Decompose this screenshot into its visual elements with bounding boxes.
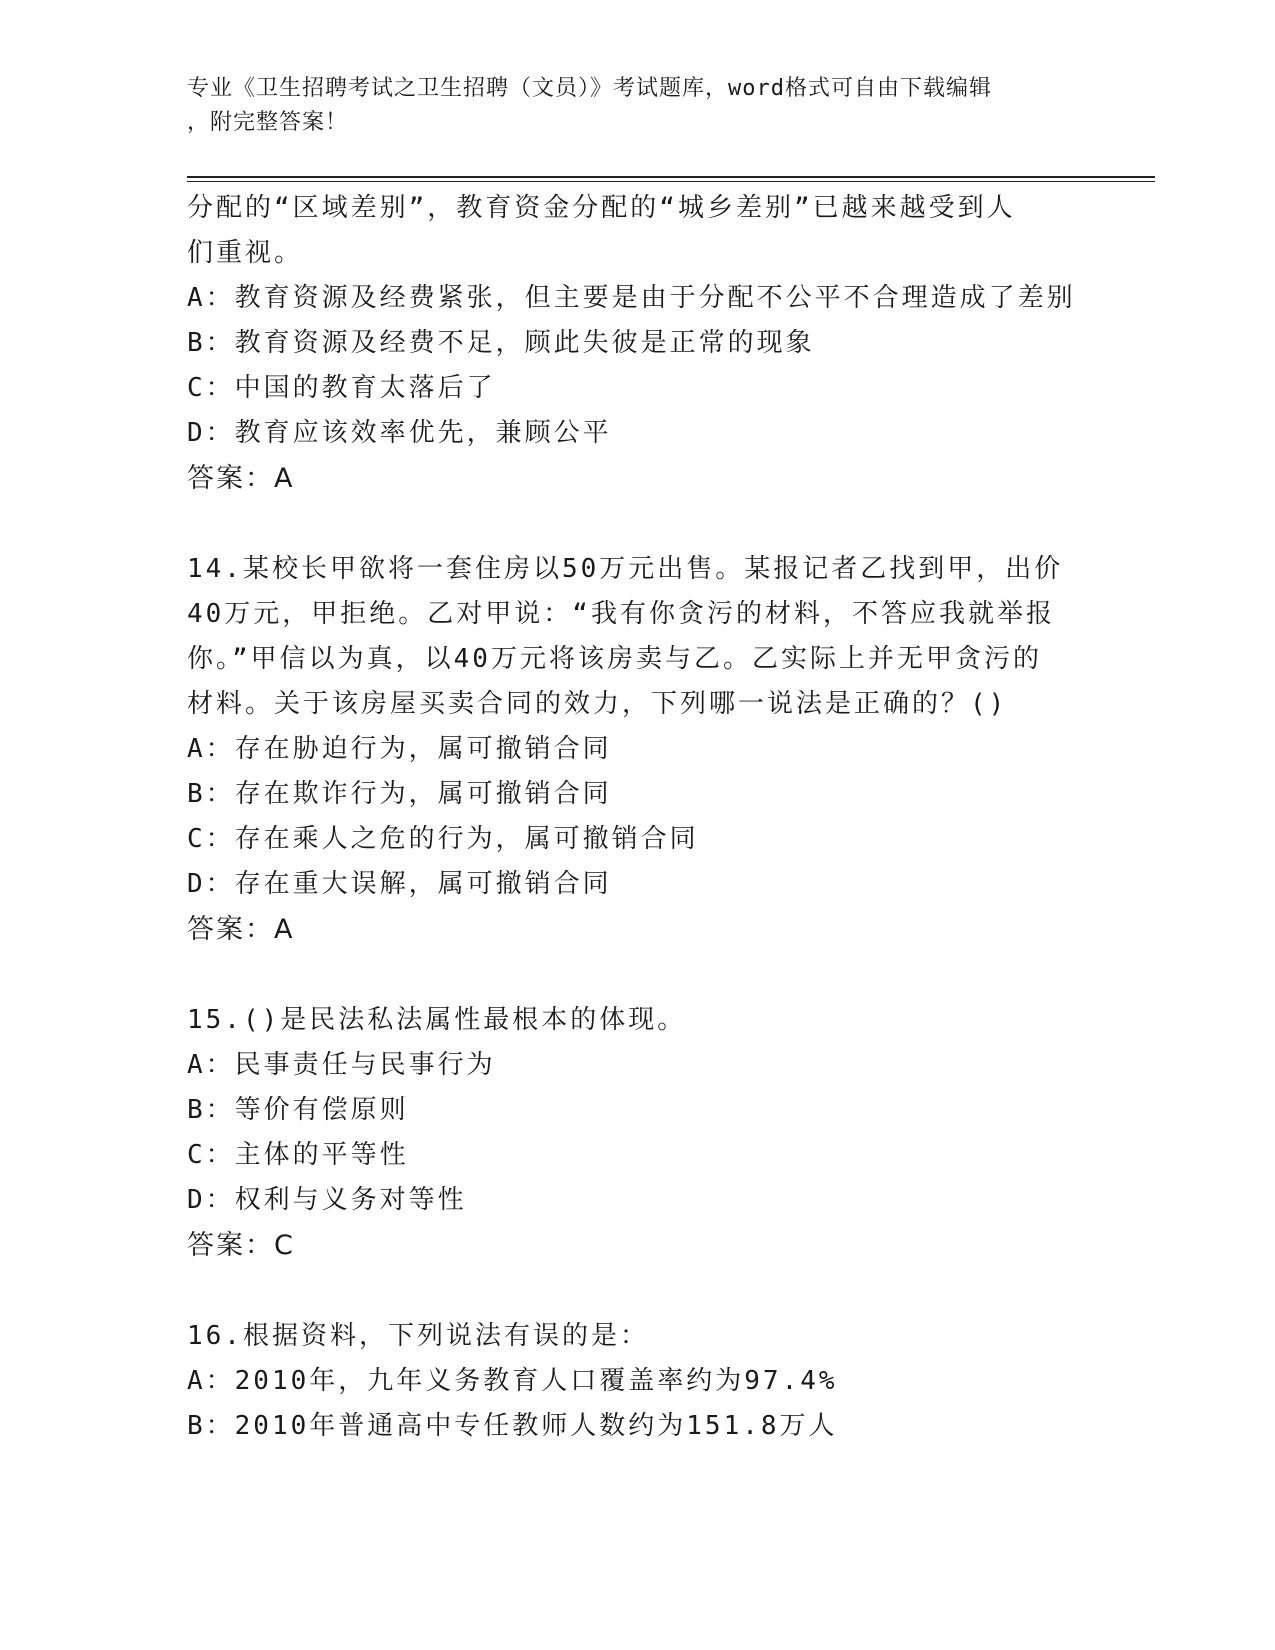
question-13 bbox=[187, 186, 1087, 501]
question-stem-line: 材料。关于该房屋买卖合同的效力，下列哪一说法是正确的？() bbox=[187, 689, 1008, 719]
question-stem-line: 们重视。 bbox=[187, 238, 304, 268]
question-stem-line: 你。”甲信以为真，以40万元将该房卖与乙。乙实际上并无甲贪污的 bbox=[187, 644, 1042, 674]
option-c: C：存在乘人之危的行为，属可撤销合同 bbox=[187, 824, 699, 854]
answer: 答案：C bbox=[187, 1230, 295, 1261]
question-stem-line: 15.()是民法私法属性最根本的体现。 bbox=[187, 1005, 687, 1035]
question-stem-line: 14.某校长甲欲将一套住房以50万元出售。某报记者乙找到甲，出价 bbox=[187, 554, 1064, 584]
question-list bbox=[187, 186, 1087, 1449]
spacer bbox=[187, 1268, 1087, 1314]
question-14 bbox=[187, 547, 1087, 952]
header-divider bbox=[187, 176, 1155, 182]
spacer bbox=[187, 501, 1087, 547]
option-b: B：存在欺诈行为，属可撤销合同 bbox=[187, 779, 612, 809]
option-c: C：中国的教育太落后了 bbox=[187, 373, 496, 403]
question-16 bbox=[187, 1314, 1087, 1449]
spacer bbox=[187, 952, 1087, 998]
option-c: C：主体的平等性 bbox=[187, 1140, 409, 1170]
header-line-2: ，附完整答案！ bbox=[187, 110, 349, 135]
option-d: D：权利与义务对等性 bbox=[187, 1185, 467, 1215]
answer: 答案：A bbox=[187, 463, 295, 494]
option-a: A：民事责任与民事行为 bbox=[187, 1050, 496, 1080]
question-stem-line: 40万元，甲拒绝。乙对甲说：“我有你贪污的材料，不答应我就举报 bbox=[187, 599, 1055, 629]
option-d: D：教育应该效率优先，兼顾公平 bbox=[187, 418, 612, 448]
option-a: A：2010年，九年义务教育人口覆盖率约为97.4% bbox=[187, 1366, 838, 1396]
document-header bbox=[187, 72, 1087, 140]
option-b: B：教育资源及经费不足，顾此失彼是正常的现象 bbox=[187, 328, 815, 358]
option-b: B：等价有偿原则 bbox=[187, 1095, 409, 1125]
header-line-1: 专业《卫生招聘考试之卫生招聘（文员）》考试题库，word格式可自由下载编辑 bbox=[187, 76, 992, 101]
answer: 答案：A bbox=[187, 914, 295, 945]
option-a: A：教育资源及经费紧张，但主要是由于分配不公平不合理造成了差别 bbox=[187, 283, 1076, 313]
question-stem-line: 16.根据资料，下列说法有误的是： bbox=[187, 1321, 649, 1351]
option-b: B：2010年普通高中专任教师人数约为151.8万人 bbox=[187, 1411, 838, 1441]
question-15 bbox=[187, 998, 1087, 1268]
option-d: D：存在重大误解，属可撤销合同 bbox=[187, 869, 612, 899]
question-stem-line: 分配的“区域差别”，教育资金分配的“城乡差别”已越来越受到人 bbox=[187, 193, 1016, 223]
option-a: A：存在胁迫行为，属可撤销合同 bbox=[187, 734, 612, 764]
